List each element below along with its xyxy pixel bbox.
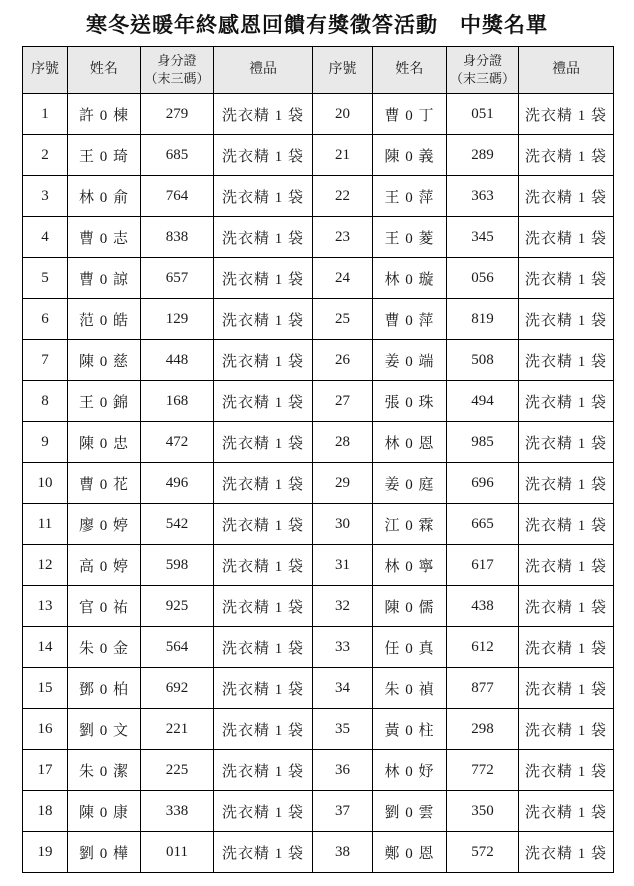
table-row — [23, 545, 614, 586]
cell-serial: 30 — [313, 504, 373, 545]
table-row — [23, 422, 614, 463]
cell-id: 289 — [447, 135, 519, 176]
cell-name: 林 0 俞 — [68, 176, 141, 217]
cell-serial: 1 — [23, 94, 68, 135]
cell-serial: 36 — [313, 750, 373, 791]
cell-id: 612 — [447, 627, 519, 668]
col-header-id-line1: 身分證 — [462, 53, 502, 69]
cell-gift: 洗衣精 1 袋 — [214, 668, 313, 709]
cell-serial: 13 — [23, 586, 68, 627]
cell-name: 官 0 祐 — [68, 586, 141, 627]
cell-name: 朱 0 潔 — [68, 750, 141, 791]
col-header-id-left — [141, 47, 214, 94]
cell-name: 曹 0 丁 — [373, 94, 447, 135]
cell-gift: 洗衣精 1 袋 — [214, 340, 313, 381]
cell-serial: 33 — [313, 627, 373, 668]
cell-id: 221 — [141, 709, 214, 750]
cell-id: 448 — [141, 340, 214, 381]
cell-id: 279 — [141, 94, 214, 135]
cell-gift: 洗衣精 1 袋 — [214, 176, 313, 217]
winners-table — [22, 46, 614, 873]
cell-id: 572 — [447, 832, 519, 873]
col-header-serial-left: 序號 — [23, 47, 68, 94]
table-row — [23, 832, 614, 873]
table-row — [23, 217, 614, 258]
cell-name: 陳 0 慈 — [68, 340, 141, 381]
cell-serial: 21 — [313, 135, 373, 176]
cell-name: 林 0 妤 — [373, 750, 447, 791]
col-header-serial-right: 序號 — [313, 47, 373, 94]
cell-serial: 35 — [313, 709, 373, 750]
table-row — [23, 504, 614, 545]
table-row — [23, 709, 614, 750]
cell-gift: 洗衣精 1 袋 — [519, 94, 614, 135]
cell-name: 王 0 琦 — [68, 135, 141, 176]
cell-name: 任 0 真 — [373, 627, 447, 668]
cell-id: 772 — [447, 750, 519, 791]
cell-id: 056 — [447, 258, 519, 299]
cell-id: 692 — [141, 668, 214, 709]
cell-gift: 洗衣精 1 袋 — [519, 709, 614, 750]
cell-id: 496 — [141, 463, 214, 504]
cell-name: 陳 0 義 — [373, 135, 447, 176]
cell-gift: 洗衣精 1 袋 — [214, 791, 313, 832]
cell-id: 985 — [447, 422, 519, 463]
cell-serial: 18 — [23, 791, 68, 832]
cell-gift: 洗衣精 1 袋 — [519, 217, 614, 258]
cell-id: 363 — [447, 176, 519, 217]
cell-serial: 28 — [313, 422, 373, 463]
col-header-id-right — [447, 47, 519, 94]
cell-gift: 洗衣精 1 袋 — [519, 545, 614, 586]
cell-id: 764 — [141, 176, 214, 217]
cell-name: 劉 0 樺 — [68, 832, 141, 873]
cell-id: 168 — [141, 381, 214, 422]
cell-serial: 32 — [313, 586, 373, 627]
cell-name: 高 0 婷 — [68, 545, 141, 586]
cell-id: 011 — [141, 832, 214, 873]
col-header-id-line2: （末三碼） — [144, 71, 210, 86]
cell-id: 494 — [447, 381, 519, 422]
cell-name: 陳 0 儒 — [373, 586, 447, 627]
cell-name: 許 0 棟 — [68, 94, 141, 135]
cell-serial: 23 — [313, 217, 373, 258]
cell-id: 345 — [447, 217, 519, 258]
cell-serial: 14 — [23, 627, 68, 668]
cell-name: 王 0 萍 — [373, 176, 447, 217]
cell-gift: 洗衣精 1 袋 — [519, 422, 614, 463]
col-header-id-line1: 身分證 — [157, 53, 197, 69]
cell-name: 江 0 霖 — [373, 504, 447, 545]
cell-name: 陳 0 康 — [68, 791, 141, 832]
table-row — [23, 750, 614, 791]
cell-gift: 洗衣精 1 袋 — [519, 299, 614, 340]
table-body — [23, 94, 614, 873]
cell-name: 曹 0 志 — [68, 217, 141, 258]
cell-serial: 25 — [313, 299, 373, 340]
cell-name: 朱 0 金 — [68, 627, 141, 668]
cell-name: 曹 0 諒 — [68, 258, 141, 299]
cell-serial: 2 — [23, 135, 68, 176]
cell-gift: 洗衣精 1 袋 — [214, 94, 313, 135]
cell-name: 朱 0 禎 — [373, 668, 447, 709]
cell-id: 877 — [447, 668, 519, 709]
cell-gift: 洗衣精 1 袋 — [214, 217, 313, 258]
cell-gift: 洗衣精 1 袋 — [519, 668, 614, 709]
table-row — [23, 94, 614, 135]
table-row — [23, 135, 614, 176]
cell-id: 657 — [141, 258, 214, 299]
cell-id: 051 — [447, 94, 519, 135]
table-row — [23, 258, 614, 299]
cell-name: 姜 0 庭 — [373, 463, 447, 504]
cell-gift: 洗衣精 1 袋 — [214, 709, 313, 750]
cell-id: 696 — [447, 463, 519, 504]
cell-gift: 洗衣精 1 袋 — [519, 176, 614, 217]
cell-gift: 洗衣精 1 袋 — [519, 627, 614, 668]
cell-serial: 15 — [23, 668, 68, 709]
cell-serial: 22 — [313, 176, 373, 217]
cell-id: 129 — [141, 299, 214, 340]
table-row — [23, 463, 614, 504]
cell-name: 王 0 菱 — [373, 217, 447, 258]
cell-gift: 洗衣精 1 袋 — [214, 463, 313, 504]
cell-id: 472 — [141, 422, 214, 463]
cell-id: 925 — [141, 586, 214, 627]
cell-name: 曹 0 花 — [68, 463, 141, 504]
cell-name: 林 0 恩 — [373, 422, 447, 463]
cell-serial: 16 — [23, 709, 68, 750]
col-header-id-line2: （末三碼） — [449, 71, 515, 86]
cell-name: 林 0 璇 — [373, 258, 447, 299]
cell-gift: 洗衣精 1 袋 — [214, 832, 313, 873]
cell-gift: 洗衣精 1 袋 — [519, 750, 614, 791]
cell-gift: 洗衣精 1 袋 — [214, 627, 313, 668]
cell-serial: 38 — [313, 832, 373, 873]
header-row — [23, 47, 614, 94]
cell-serial: 27 — [313, 381, 373, 422]
cell-name: 劉 0 雲 — [373, 791, 447, 832]
cell-name: 劉 0 文 — [68, 709, 141, 750]
cell-serial: 10 — [23, 463, 68, 504]
cell-id: 338 — [141, 791, 214, 832]
cell-name: 王 0 錦 — [68, 381, 141, 422]
cell-gift: 洗衣精 1 袋 — [214, 135, 313, 176]
cell-id: 685 — [141, 135, 214, 176]
cell-gift: 洗衣精 1 袋 — [214, 381, 313, 422]
col-header-gift-right: 禮品 — [519, 47, 614, 94]
cell-serial: 29 — [313, 463, 373, 504]
cell-name: 林 0 寧 — [373, 545, 447, 586]
cell-gift: 洗衣精 1 袋 — [519, 791, 614, 832]
table-header — [23, 47, 614, 94]
cell-gift: 洗衣精 1 袋 — [214, 258, 313, 299]
cell-gift: 洗衣精 1 袋 — [519, 586, 614, 627]
cell-gift: 洗衣精 1 袋 — [214, 299, 313, 340]
cell-id: 665 — [447, 504, 519, 545]
cell-name: 范 0 皓 — [68, 299, 141, 340]
cell-serial: 12 — [23, 545, 68, 586]
cell-gift: 洗衣精 1 袋 — [214, 504, 313, 545]
table-row — [23, 176, 614, 217]
cell-serial: 34 — [313, 668, 373, 709]
cell-serial: 37 — [313, 791, 373, 832]
cell-name: 黃 0 柱 — [373, 709, 447, 750]
cell-gift: 洗衣精 1 袋 — [519, 135, 614, 176]
cell-serial: 31 — [313, 545, 373, 586]
cell-gift: 洗衣精 1 袋 — [214, 586, 313, 627]
cell-id: 542 — [141, 504, 214, 545]
cell-name: 曹 0 萍 — [373, 299, 447, 340]
cell-id: 350 — [447, 791, 519, 832]
cell-name: 鄧 0 柏 — [68, 668, 141, 709]
cell-gift: 洗衣精 1 袋 — [214, 422, 313, 463]
cell-serial: 3 — [23, 176, 68, 217]
table-row — [23, 627, 614, 668]
cell-serial: 6 — [23, 299, 68, 340]
table-row — [23, 586, 614, 627]
cell-name: 陳 0 忠 — [68, 422, 141, 463]
col-header-name-right: 姓名 — [373, 47, 447, 94]
cell-serial: 20 — [313, 94, 373, 135]
table-row — [23, 791, 614, 832]
cell-serial: 24 — [313, 258, 373, 299]
cell-serial: 19 — [23, 832, 68, 873]
cell-name: 鄭 0 恩 — [373, 832, 447, 873]
cell-name: 廖 0 婷 — [68, 504, 141, 545]
cell-gift: 洗衣精 1 袋 — [519, 258, 614, 299]
cell-serial: 17 — [23, 750, 68, 791]
table-row — [23, 340, 614, 381]
cell-serial: 11 — [23, 504, 68, 545]
cell-gift: 洗衣精 1 袋 — [214, 545, 313, 586]
cell-name: 姜 0 端 — [373, 340, 447, 381]
cell-name: 張 0 珠 — [373, 381, 447, 422]
cell-gift: 洗衣精 1 袋 — [519, 340, 614, 381]
cell-gift: 洗衣精 1 袋 — [214, 750, 313, 791]
cell-id: 508 — [447, 340, 519, 381]
cell-serial: 4 — [23, 217, 68, 258]
cell-id: 564 — [141, 627, 214, 668]
cell-serial: 9 — [23, 422, 68, 463]
cell-serial: 5 — [23, 258, 68, 299]
cell-gift: 洗衣精 1 袋 — [519, 832, 614, 873]
cell-gift: 洗衣精 1 袋 — [519, 504, 614, 545]
cell-id: 838 — [141, 217, 214, 258]
cell-id: 819 — [447, 299, 519, 340]
cell-serial: 7 — [23, 340, 68, 381]
cell-id: 298 — [447, 709, 519, 750]
cell-gift: 洗衣精 1 袋 — [519, 381, 614, 422]
page-title: 寒冬送暖年終感恩回饋有獎徵答活動 中獎名單 — [86, 13, 548, 37]
cell-id: 438 — [447, 586, 519, 627]
col-header-gift-left: 禮品 — [214, 47, 313, 94]
col-header-name-left: 姓名 — [68, 47, 141, 94]
table-row — [23, 381, 614, 422]
cell-id: 225 — [141, 750, 214, 791]
cell-id: 617 — [447, 545, 519, 586]
cell-serial: 8 — [23, 381, 68, 422]
cell-id: 598 — [141, 545, 214, 586]
cell-serial: 26 — [313, 340, 373, 381]
cell-gift: 洗衣精 1 袋 — [519, 463, 614, 504]
table-row — [23, 668, 614, 709]
table-row — [23, 299, 614, 340]
